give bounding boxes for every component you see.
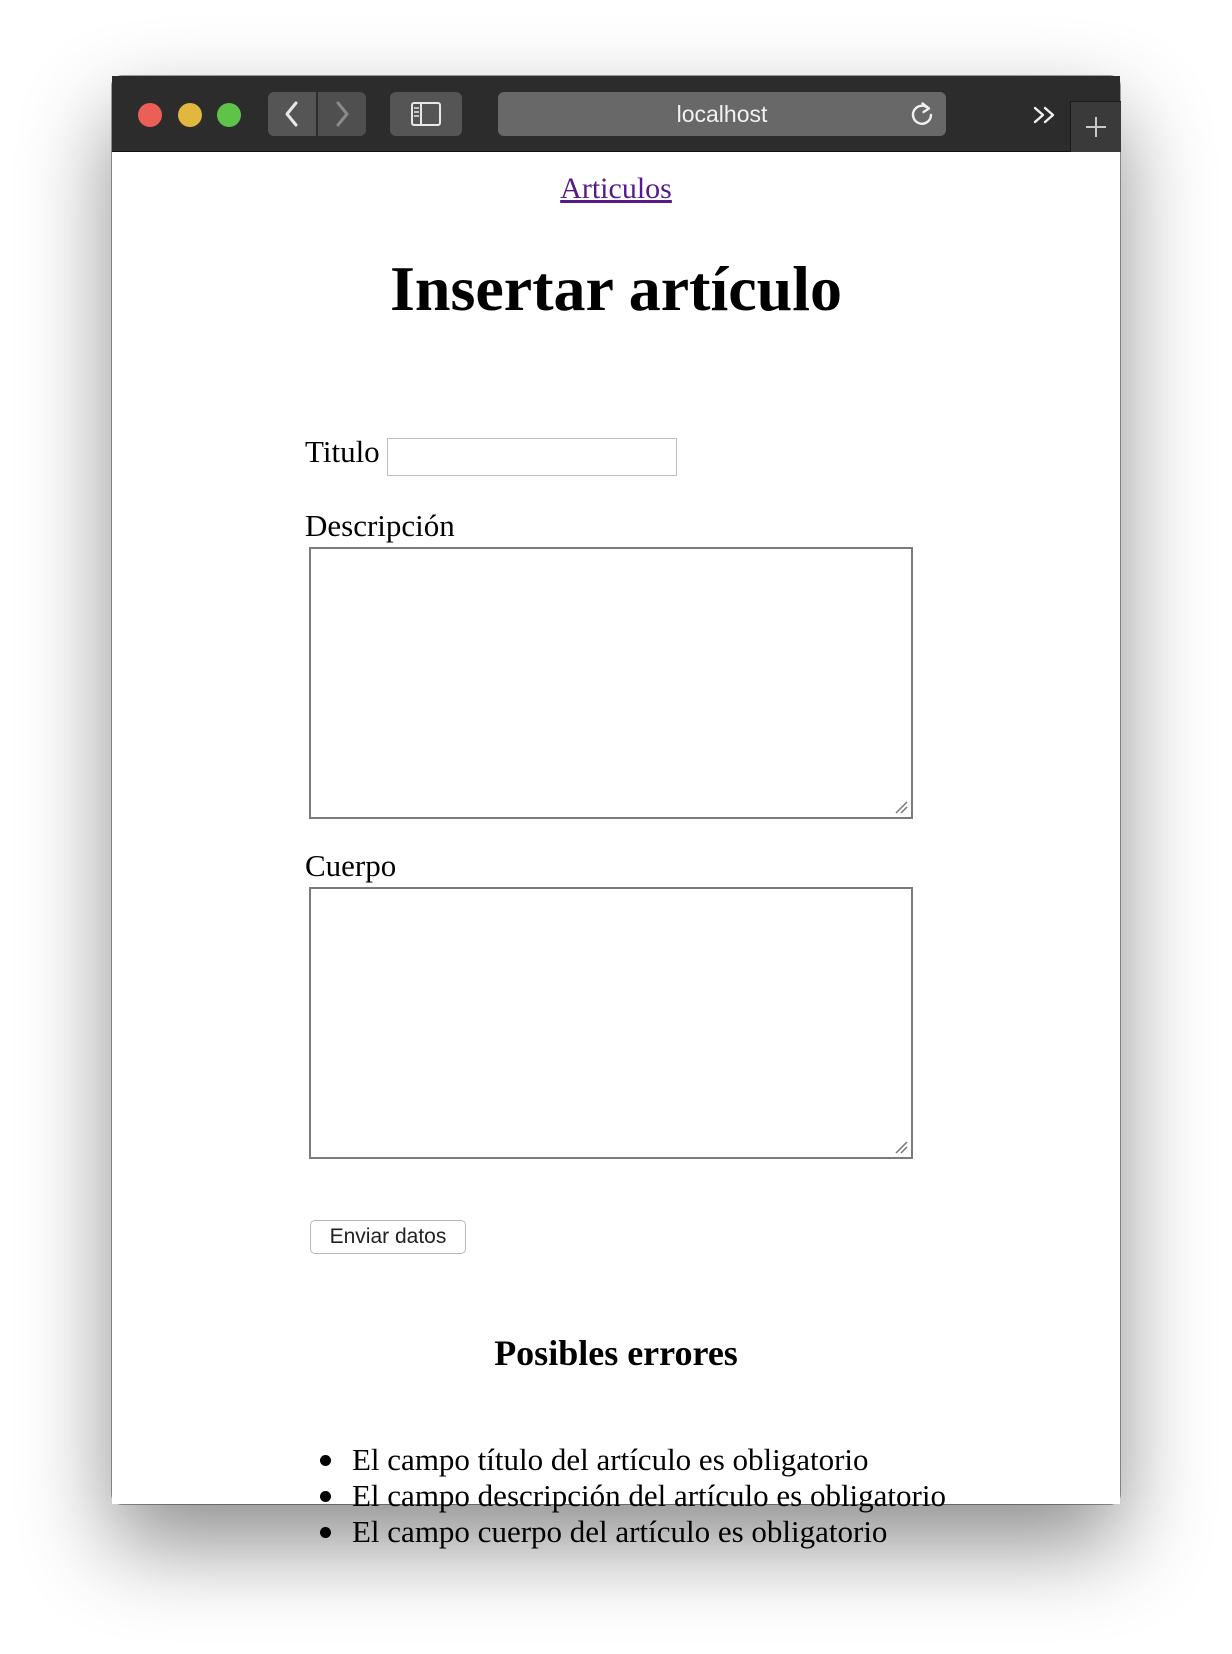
titulo-label: Titulo <box>305 434 380 469</box>
titulo-input[interactable] <box>387 438 677 476</box>
errors-title: Posibles errores <box>494 1333 738 1373</box>
minimize-window-button[interactable] <box>178 103 202 127</box>
close-window-button[interactable] <box>138 103 162 127</box>
bullet <box>320 1491 331 1502</box>
browser-titlebar <box>112 76 1120 152</box>
descripcion-textarea[interactable] <box>309 547 913 819</box>
plus-icon <box>1083 114 1109 140</box>
error-item <box>316 1442 946 1478</box>
bullet <box>320 1455 331 1466</box>
error-text: El campo cuerpo del artículo es obligatorio <box>352 1514 888 1549</box>
resize-grip-icon[interactable] <box>894 800 908 814</box>
cuerpo-label: Cuerpo <box>305 848 397 883</box>
descripcion-label: Descripción <box>305 508 455 543</box>
more-toolbar-items-button[interactable] <box>1030 100 1060 130</box>
top-nav <box>112 172 1120 206</box>
error-list <box>316 1442 946 1550</box>
error-item <box>316 1478 946 1514</box>
resize-grip-icon[interactable] <box>894 1140 908 1154</box>
sidebar-icon <box>410 101 442 127</box>
browser-window <box>112 76 1120 1549</box>
articulos-link[interactable]: Articulos <box>560 172 672 205</box>
enviar-datos-button[interactable]: Enviar datos <box>310 1220 466 1254</box>
page-content <box>112 152 1120 1549</box>
error-item <box>316 1514 946 1550</box>
cuerpo-textarea[interactable] <box>309 887 913 1159</box>
back-button[interactable] <box>268 92 316 136</box>
error-text: El campo descripción del artículo es obligatorio <box>352 1478 946 1513</box>
address-text: localhost <box>676 100 768 127</box>
bullet <box>320 1527 331 1538</box>
error-text: El campo título del artículo es obligatorio <box>352 1442 869 1477</box>
address-bar[interactable] <box>498 92 946 136</box>
page-title: Insertar artículo <box>389 253 843 324</box>
reload-icon[interactable] <box>908 100 936 128</box>
new-tab-button[interactable] <box>1070 101 1121 152</box>
double-chevron-right-icon <box>1032 104 1058 126</box>
sidebar-toggle-button[interactable] <box>390 92 462 136</box>
forward-button[interactable] <box>318 92 366 136</box>
zoom-window-button[interactable] <box>217 103 241 127</box>
chevron-right-icon <box>332 100 352 128</box>
chevron-left-icon <box>282 100 302 128</box>
